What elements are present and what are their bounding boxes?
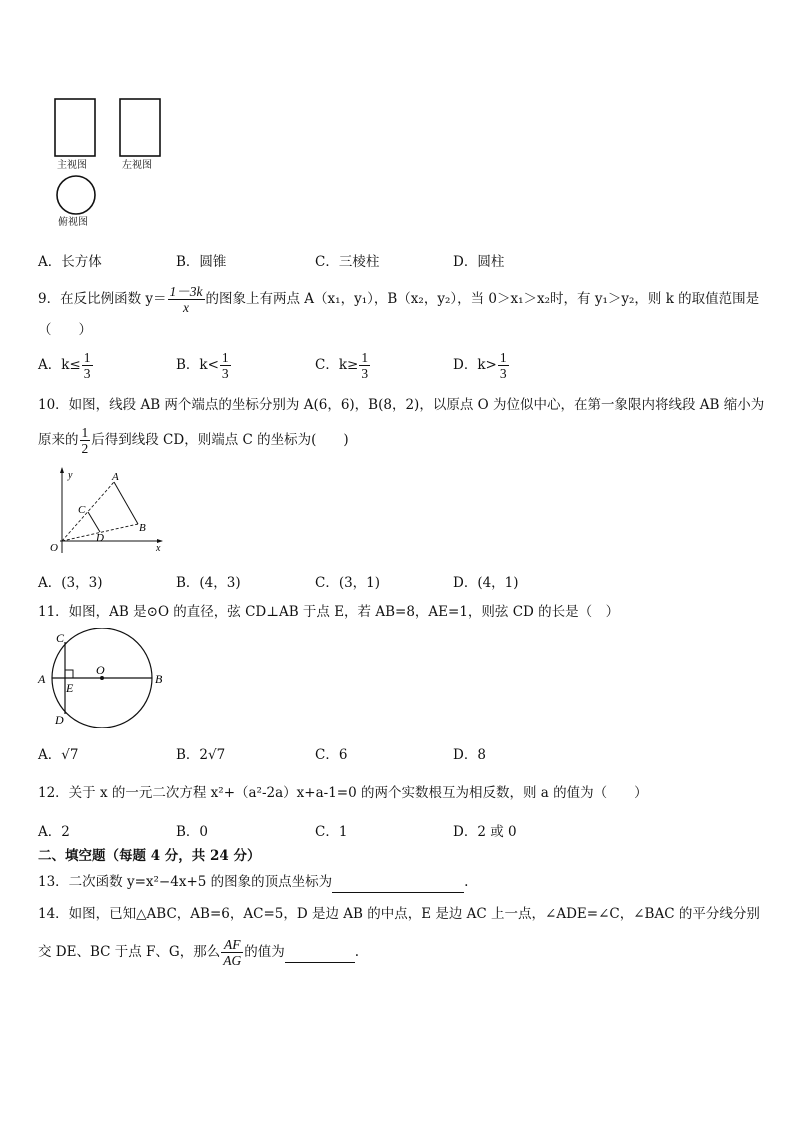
q10-option-d: D．(4，1): [453, 575, 519, 591]
q11-a-label: A: [38, 672, 46, 686]
q11-option-b: B．2√7: [176, 747, 226, 763]
q9-question: [38, 284, 759, 315]
q9-suffix: 的图象上有两点 A（x₁，y₁），B（x₂，y₂），当 0＞x₁＞x₂时，有 y₁＞y₂，则 k 的取值范围是: [205, 291, 760, 307]
q11-o-label: O: [96, 663, 105, 677]
left-view-rect: [120, 99, 160, 156]
q10-a-label: A: [112, 471, 119, 483]
q10-o-label: O: [50, 542, 58, 554]
q11-e-label: E: [66, 681, 74, 695]
q9-option-b: B．k< $\frac{1}{3}$: [176, 350, 229, 381]
q8-option-c: C．三棱柱: [315, 254, 380, 270]
q8-option-b: B．圆锥: [176, 254, 227, 270]
q9-prefix: 9．在反比例函数 y＝: [38, 291, 167, 307]
q14-line2: 交 DE、BC 于点 F、G，那么 $\frac{AF}{AG}$ 的值为 .: [38, 937, 360, 968]
q10-option-c: C．(3，1): [315, 575, 381, 591]
q10-c-label: C: [78, 504, 86, 516]
q9-fraction: $\frac{1-3k}{x}$: [169, 284, 203, 315]
top-view-circle: [57, 176, 95, 214]
q9-paren: （ ）: [38, 322, 92, 338]
q11-option-a: A．√7: [38, 747, 79, 763]
q12-option-b: B．0: [176, 824, 209, 840]
q10-line2: 原来的 $\frac{1}{2}$ 后得到线段 CD，则端点 C 的坐标为( ): [38, 425, 349, 456]
q10-option-b: B．(4，3): [176, 575, 241, 591]
q14-answer-blank[interactable]: [285, 942, 355, 963]
q12-option-c: C．1: [315, 824, 348, 840]
q11-question: 11．如图，AB 是⊙O 的直径，弦 CD⊥AB 于点 E，若 AB=8，AE=1，则弦 CD 的长是（ ）: [38, 604, 620, 620]
q10-option-a: A．(3，3): [38, 575, 103, 591]
q13-question: 13．二次函数 y=x²−4x+5 的图象的顶点坐标为 .: [38, 872, 468, 893]
q9-option-c: C．k≥ $\frac{1}{3}$: [315, 350, 369, 381]
q10-d-label: D: [96, 532, 104, 544]
left-view-label: 左视图: [122, 160, 152, 171]
q8-option-a: A．长方体: [38, 254, 102, 270]
q11-circle-figure: [36, 628, 171, 728]
q14-line1: 14．如图，已知△ABC，AB=6，AC=5，D 是边 AB 的中点，E 是边 AC 上一点，∠ADE=∠C，∠BAC 的平分线分别: [38, 906, 760, 922]
q9-option-a: A．k≤ $\frac{1}{3}$: [38, 350, 91, 381]
q10-line1: 10．如图，线段 AB 两个端点的坐标分别为 A(6，6)，B(8，2)，以原点 O 为位似中心，在第一象限内将线段 AB 缩小为: [38, 397, 765, 413]
q11-c-label: C: [56, 631, 65, 645]
front-view-rect: [55, 99, 95, 156]
q11-b-label: B: [155, 672, 163, 686]
q12-option-a: A．2: [38, 824, 70, 840]
q8-option-d: D．圆柱: [453, 254, 505, 270]
q12-option-d: D．2 或 0: [453, 824, 517, 840]
q10-coordinate-figure: [38, 465, 168, 557]
front-view-label: 主视图: [57, 160, 87, 171]
q9-option-d: D．k> $\frac{1}{3}$: [453, 350, 507, 381]
q10-b-label: B: [139, 522, 146, 534]
section2-heading: 二、填空题（每题 4 分，共 24 分）: [38, 848, 261, 864]
q10-x-label: x: [156, 543, 161, 554]
top-view-label: 俯视图: [58, 217, 88, 228]
q11-option-d: D．8: [453, 747, 486, 763]
q10-y-label: y: [68, 470, 73, 481]
q11-d-label: D: [55, 713, 64, 727]
q11-option-c: C．6: [315, 747, 348, 763]
q12-question: 12．关于 x 的一元二次方程 x²+（a²-2a）x+a-1=0 的两个实数根互为相反数，则 a 的值为（ ）: [38, 785, 648, 801]
q13-answer-blank[interactable]: [332, 872, 464, 893]
